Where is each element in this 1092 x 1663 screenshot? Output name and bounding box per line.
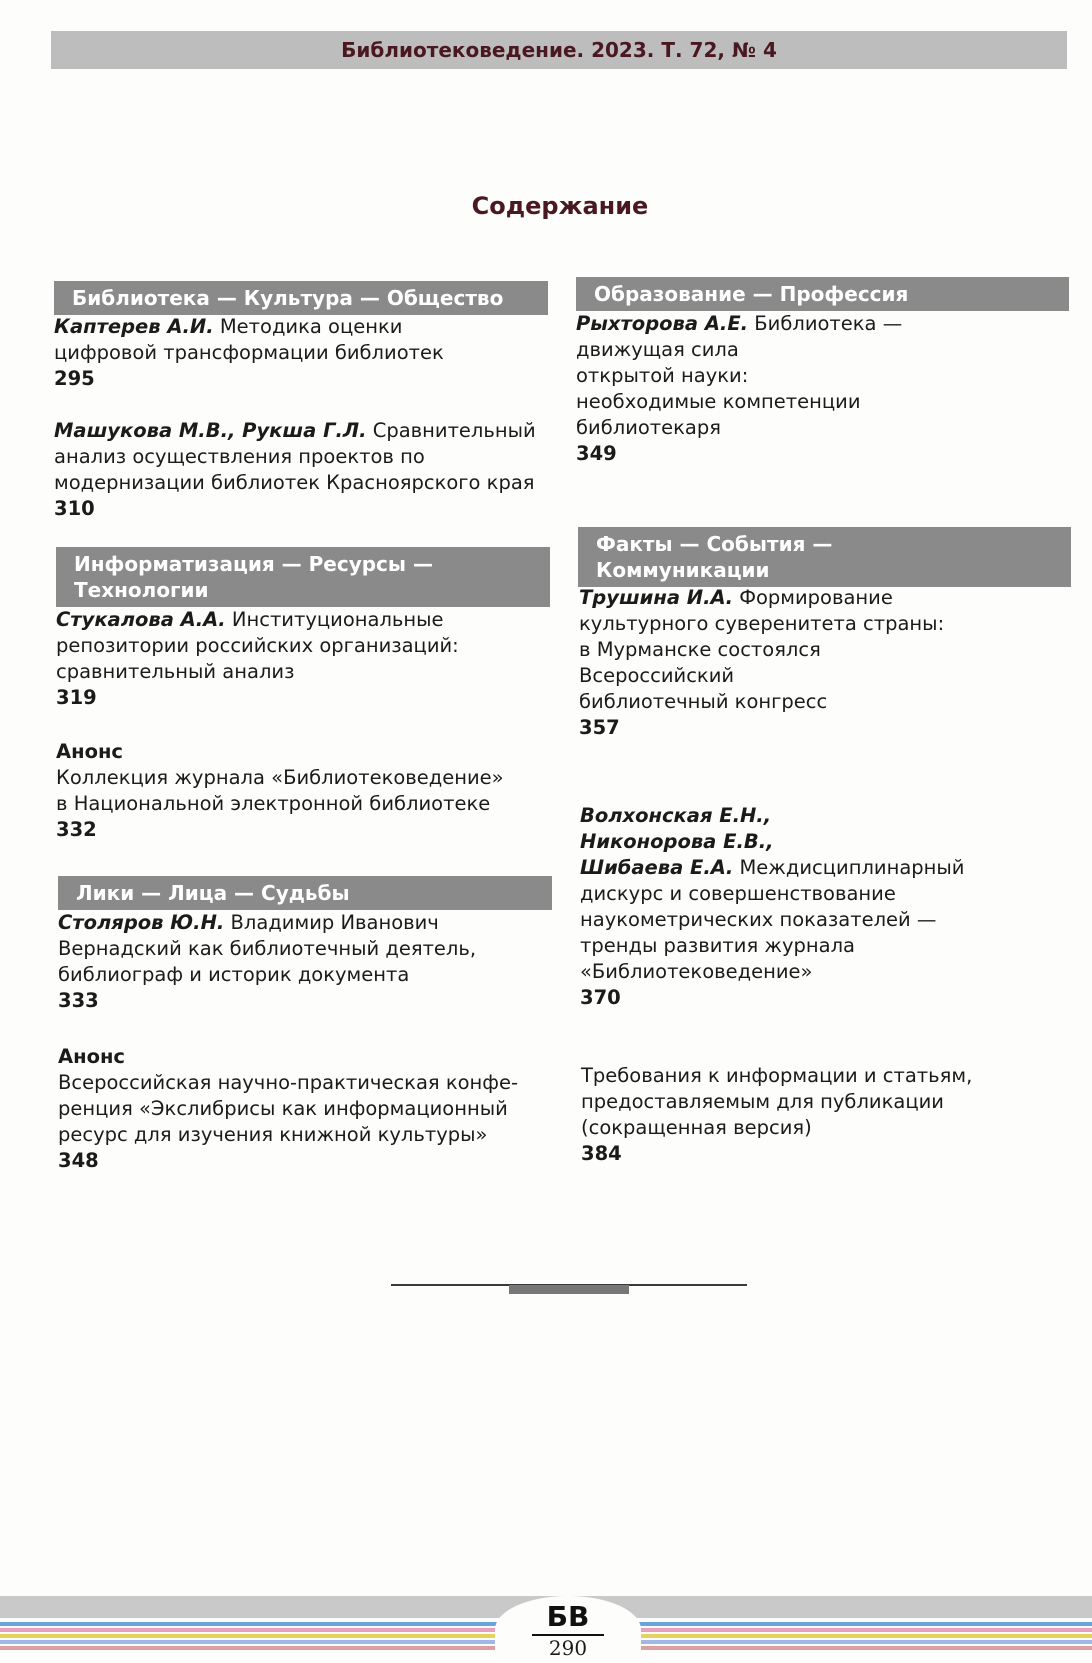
- section-heading-informatization: [56, 547, 550, 607]
- entry-title-line: в Национальной электронной библиотеке: [56, 792, 491, 815]
- entry-title-line: модернизации библиотек Красноярского края: [54, 471, 535, 494]
- entry-title-line: ресурс для изучения книжной культуры»: [58, 1123, 488, 1146]
- entry-title-line: в Мурманске состоялся: [579, 638, 821, 661]
- entry-title-line: (сокращенная версия): [581, 1116, 812, 1139]
- section-heading-line: Технологии: [74, 578, 209, 602]
- entry-title-line: Всероссийский: [579, 664, 735, 687]
- entry-title-line: движущая сила: [576, 338, 739, 361]
- entry-title-line: анализ осуществления проектов по: [54, 445, 425, 468]
- entry-title-line: библиотекаря: [576, 416, 721, 439]
- entry-page-number: 357: [579, 716, 620, 739]
- entry-title-line: открытой науки:: [576, 364, 749, 387]
- entry-page-number: 384: [581, 1142, 622, 1165]
- toc-entry-volkhonskaya[interactable]: [580, 803, 1080, 1011]
- entry-title-line: Сравнительный: [372, 419, 536, 442]
- page-footer: [0, 1596, 1092, 1663]
- entry-title-line: ренция «Экслибрисы как информационный: [58, 1097, 508, 1120]
- entry-title-line: репозитории российских организаций:: [56, 634, 459, 657]
- entry-title-line: дискурс и совершенствование: [580, 882, 896, 905]
- entry-title-line: Владимир Иванович: [230, 911, 439, 934]
- entry-title-line: тренды развития журнала: [580, 934, 855, 957]
- entry-authors: Каптерев А.И.: [54, 315, 214, 338]
- entry-authors: Волхонская Е.Н.,: [580, 804, 772, 827]
- running-head: Библиотековедение. 2023. Т. 72, № 4: [51, 31, 1067, 69]
- toc-entry-mashukova[interactable]: [54, 418, 574, 522]
- entry-authors: Машукова М.В., Рукша Г.Л.: [54, 419, 367, 442]
- entry-page-number: 348: [58, 1149, 99, 1172]
- toc-entry-kapterev[interactable]: [54, 314, 554, 392]
- entry-title-line: Методика оценки: [219, 315, 403, 338]
- entry-title-line: Коллекция журнала «Библиотековедение»: [56, 766, 504, 789]
- section-heading-line: Коммуникации: [596, 558, 770, 582]
- entry-title-line: культурного суверенитета страны:: [579, 612, 945, 635]
- entry-title-line: библиотечный конгресс: [579, 690, 828, 713]
- entry-label: Анонс: [56, 740, 123, 763]
- entry-page-number: 332: [56, 818, 97, 841]
- entry-authors: Никонорова Е.В.,: [580, 830, 774, 853]
- entry-title-line: цифровой трансформации библиотек: [54, 341, 444, 364]
- entry-page-number: 310: [54, 497, 95, 520]
- entry-authors: Шибаева Е.А.: [580, 856, 734, 879]
- entry-title-line: Библиотека —: [754, 312, 903, 335]
- entry-page-number: 370: [580, 986, 621, 1009]
- toc-entry-rykhtorova[interactable]: [576, 311, 1076, 467]
- entry-title-line: предоставляемым для публикации: [581, 1090, 944, 1113]
- divider-accent: [509, 1285, 629, 1294]
- entry-page-number: 295: [54, 367, 95, 390]
- section-heading-line: Информатизация — Ресурсы —: [74, 552, 433, 576]
- section-heading-facts-events: [578, 527, 1071, 587]
- toc-entry-stukalova[interactable]: [56, 607, 556, 711]
- section-heading-education-profession: Образование — Профессия: [576, 277, 1069, 311]
- entry-title-line: библиограф и историк документа: [58, 963, 410, 986]
- entry-title-line: Междисциплинарный: [739, 856, 965, 879]
- page-number: 290: [548, 1636, 588, 1660]
- entry-title-line: Всероссийская научно-практическая конфе-: [58, 1071, 518, 1094]
- entry-title-line: наукометрических показателей —: [580, 908, 937, 931]
- toc-entry-trushina[interactable]: [579, 585, 1079, 741]
- entry-page-number: 319: [56, 686, 97, 709]
- entry-title-line: Институциональные: [231, 608, 444, 631]
- entry-page-number: 349: [576, 442, 617, 465]
- toc-entry-announcement-conference[interactable]: [58, 1044, 558, 1174]
- section-heading-line: Факты — События —: [596, 532, 833, 556]
- entry-title-line: Формирование: [739, 586, 893, 609]
- entry-label: Анонс: [58, 1045, 125, 1068]
- page-title: Содержание: [471, 192, 649, 220]
- section-heading-library-culture-society: Библиотека — Культура — Общество: [54, 281, 548, 315]
- entry-title-line: «Библиотековедение»: [580, 960, 813, 983]
- entry-authors: Трушина И.А.: [579, 586, 733, 609]
- entry-title-line: Требования к информации и статьям,: [581, 1064, 973, 1087]
- toc-entry-requirements[interactable]: [581, 1063, 1081, 1167]
- journal-logo: БВ: [546, 1600, 590, 1633]
- entry-authors: Стукалова А.А.: [56, 608, 226, 631]
- entry-title-line: необходимые компетенции: [576, 390, 861, 413]
- entry-authors: Рыхторова А.Е.: [576, 312, 749, 335]
- toc-entry-stolyarov[interactable]: [58, 910, 558, 1014]
- journal-badge: [495, 1596, 641, 1663]
- toc-entry-announcement-collection[interactable]: [56, 739, 556, 843]
- entry-title-line: Вернадский как библиотечный деятель,: [58, 937, 477, 960]
- section-heading-faces-fates: Лики — Лица — Судьбы: [58, 876, 552, 910]
- entry-authors: Столяров Ю.Н.: [58, 911, 225, 934]
- entry-page-number: 333: [58, 989, 99, 1012]
- entry-title-line: сравнительный анализ: [56, 660, 295, 683]
